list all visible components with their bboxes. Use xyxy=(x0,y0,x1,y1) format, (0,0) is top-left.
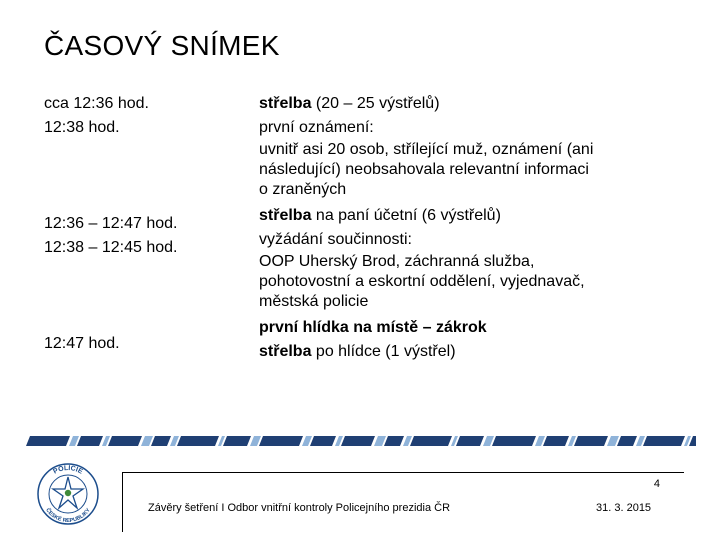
event-6-bold: střelba xyxy=(259,343,312,360)
stripe-segment xyxy=(574,436,608,446)
event-3-rest: na paní účetní (6 výstřelů) xyxy=(311,207,501,224)
event-6 xyxy=(259,340,679,364)
stripe-segment xyxy=(26,436,70,446)
event-4: vyžádání součinnosti: xyxy=(259,231,412,248)
event-4-detail-1: OOP Uherský Brod, záchranná služba, xyxy=(259,253,535,270)
time-spacer-2 xyxy=(44,260,264,332)
decorative-stripe-bar xyxy=(26,436,696,446)
time-2: 12:38 hod. xyxy=(44,119,120,136)
time-5: 12:47 hod. xyxy=(44,335,120,352)
footer-text: Závěry šetření I Odbor vnitřní kontroly Policejního prezidia ČR xyxy=(148,502,451,514)
stripe-segment xyxy=(250,436,261,446)
stripe-segment xyxy=(492,436,536,446)
event-2-detail-2: následující) neobsahovala relevantní informaci xyxy=(259,161,589,178)
event-4-detail-2: pohotovostní a eskortní oddělení, vyjednavač, xyxy=(259,273,585,290)
stripe-segment xyxy=(310,436,336,446)
stripe-segment xyxy=(483,436,494,446)
stripe-segment xyxy=(77,436,103,446)
stripe-segment xyxy=(177,436,219,446)
page-number: 4 xyxy=(653,478,660,490)
time-3: 12:36 – 12:47 hod. xyxy=(44,215,178,232)
event-2: první oznámení: xyxy=(259,119,374,136)
event-3-bold: střelba xyxy=(259,207,312,224)
logo-ring-top: POLICIE xyxy=(52,464,84,476)
stripe-segment xyxy=(643,436,685,446)
stripe-segment xyxy=(543,436,569,446)
event-5-bold: první hlídka na místě – zákrok xyxy=(259,319,487,336)
stripe-segment xyxy=(108,436,142,446)
stripe-segment xyxy=(151,436,171,446)
police-logo xyxy=(36,462,100,526)
svg-text:ČESKÉ REPUBLIKY xyxy=(44,507,92,524)
stripe-segment xyxy=(607,436,619,446)
stripe-segment xyxy=(617,436,637,446)
event-6-rest: po hlídce (1 výstřel) xyxy=(311,343,456,360)
stripe-segment xyxy=(384,436,404,446)
time-4: 12:38 – 12:45 hod. xyxy=(44,239,178,256)
event-1-bold: střelba xyxy=(259,95,312,112)
event-1 xyxy=(259,92,679,116)
time-1: cca 12:36 hod. xyxy=(44,95,149,112)
stripe-segment xyxy=(535,436,545,446)
event-2-detail-3: o zraněných xyxy=(259,181,347,198)
event-1-rest: (20 – 25 výstřelů) xyxy=(311,95,440,112)
time-spacer xyxy=(44,140,264,212)
stripe-segment xyxy=(259,436,303,446)
event-column xyxy=(259,92,679,364)
logo-ring-bottom: ČESKÉ REPUBLIKY xyxy=(44,507,92,525)
event-3 xyxy=(259,204,679,228)
stripe-segment xyxy=(410,436,452,446)
event-4-detail-3: městská policie xyxy=(259,293,369,310)
stripe-segment xyxy=(141,436,153,446)
event-2-detail-1: uvnitř asi 20 osob, střílející muž, oznámení (ani xyxy=(259,141,594,158)
stripe-segment xyxy=(341,436,375,446)
stripe-segment xyxy=(223,436,251,446)
event-5 xyxy=(259,316,679,340)
footer-date: 31. 3. 2015 xyxy=(596,502,652,514)
stripe-segment xyxy=(456,436,484,446)
stripe-segment xyxy=(302,436,312,446)
stripe-segment xyxy=(374,436,386,446)
stripe-segment xyxy=(69,436,79,446)
time-column xyxy=(44,92,264,356)
slide-title: ČASOVÝ SNÍMEK xyxy=(44,30,280,61)
